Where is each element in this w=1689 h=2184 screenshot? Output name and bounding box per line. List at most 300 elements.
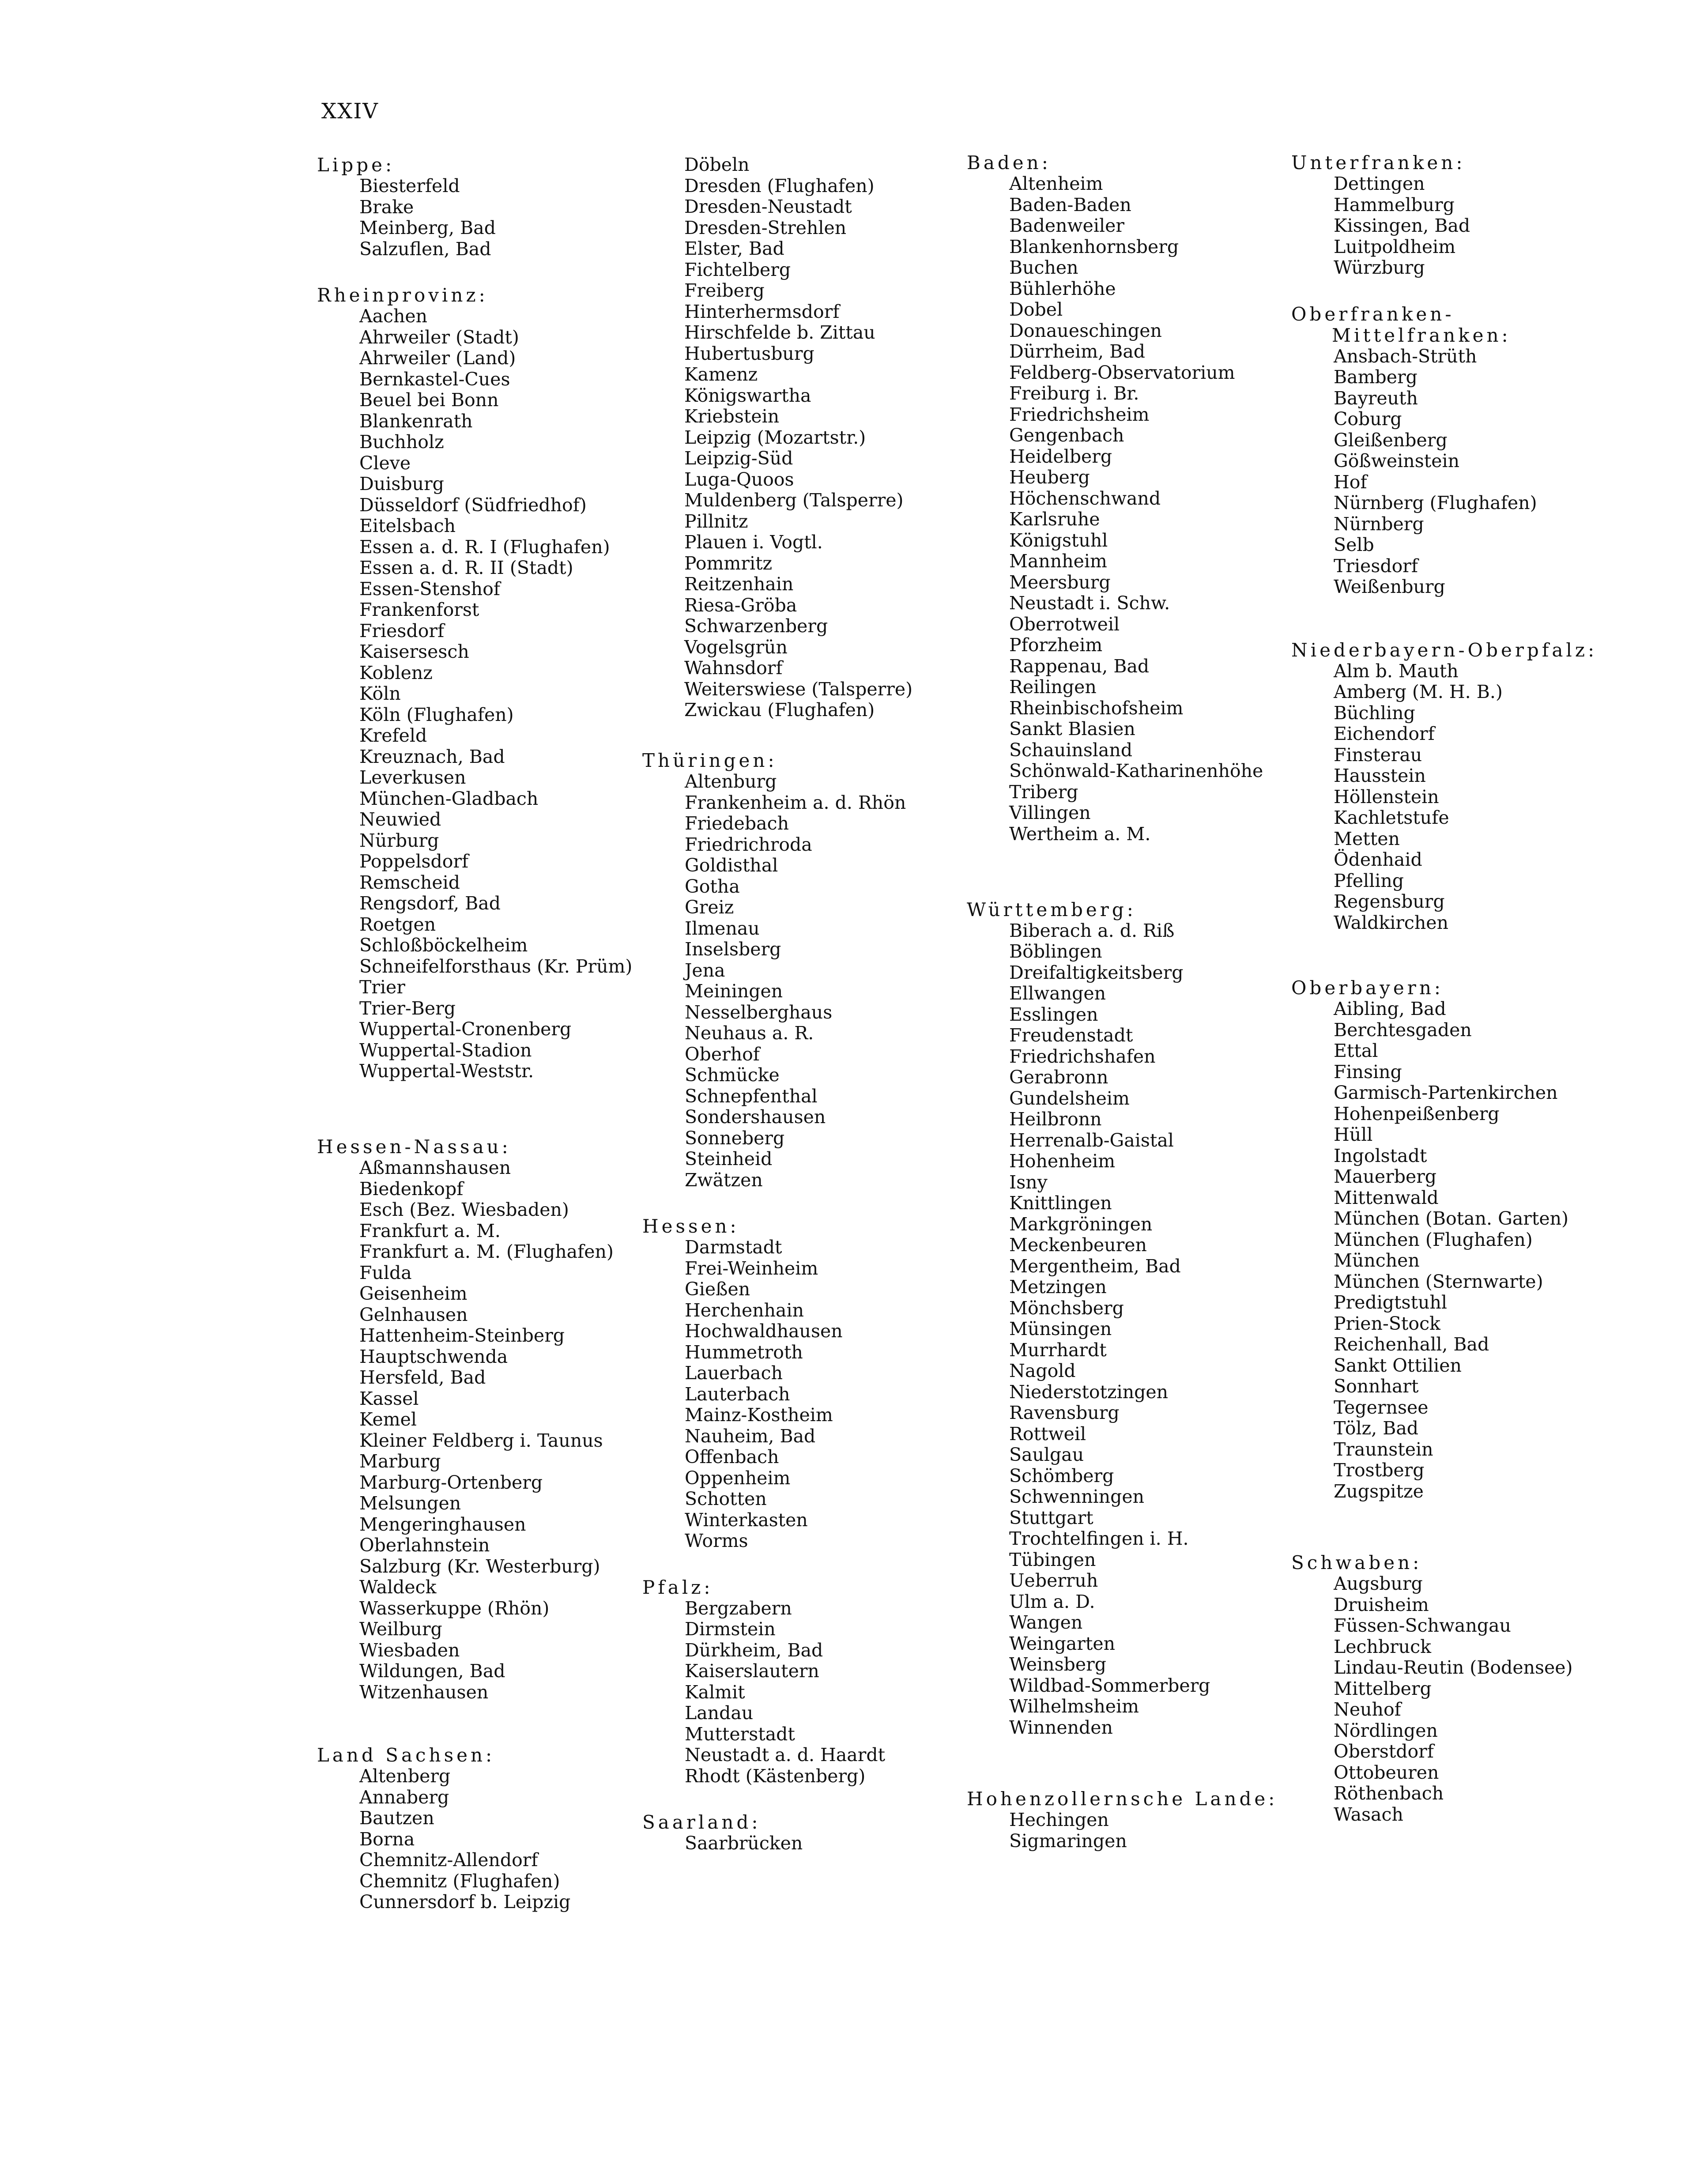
station-entry: Weilburg (359, 1618, 442, 1640)
station-entry: Schauinsland (1009, 739, 1133, 761)
station-entry: Freudenstadt (1009, 1025, 1133, 1046)
station-entry: Dreifaltigkeitsberg (1009, 962, 1184, 983)
station-entry: Schwarzenberg (684, 615, 828, 637)
station-entry: Nürnberg (1334, 513, 1424, 535)
station-entry: Hinterhermsdorf (684, 301, 840, 322)
station-entry: Bamberg (1334, 366, 1418, 388)
station-entry: Friedebach (685, 813, 789, 834)
station-entry: Worms (685, 1530, 748, 1551)
station-entry: Zugspitze (1334, 1480, 1424, 1502)
region-heading-line: Rheinprovinz: (317, 284, 488, 306)
station-entry: Karlsruhe (1009, 509, 1100, 530)
region-heading (1291, 640, 1689, 661)
station-entry: Annaberg (359, 1786, 449, 1808)
station-entry: Wangen (1009, 1612, 1083, 1633)
station-entry: Dobel (1009, 299, 1063, 321)
station-entry: Weinsberg (1009, 1654, 1106, 1675)
station-entry: Tübingen (1009, 1549, 1096, 1570)
station-entry: Biesterfeld (359, 175, 460, 196)
station-entry: Meersburg (1009, 571, 1111, 593)
station-entry: Heuberg (1009, 467, 1090, 488)
station-entry: Chemnitz (Flughafen) (359, 1870, 560, 1892)
station-entry: Eitelsbach (359, 515, 456, 536)
station-entry: Nagold (1009, 1360, 1076, 1382)
station-entry: Hummetroth (685, 1341, 803, 1363)
station-entry: Zwätzen (685, 1169, 763, 1191)
station-entry: Aachen (359, 306, 428, 327)
station-entry: Leipzig (Mozartstr.) (684, 426, 866, 448)
station-entry: Lauerbach (685, 1362, 783, 1384)
station-entry: Mittelberg (1334, 1678, 1432, 1699)
station-entry: Kaisersesch (359, 641, 469, 662)
station-entry: Biberach a. d. Riß (1009, 920, 1175, 941)
station-entry: Oberlahnstein (359, 1535, 490, 1556)
station-entry: Kemel (359, 1409, 417, 1430)
station-entry: Mergentheim, Bad (1009, 1255, 1181, 1277)
station-entry: Bühlerhöhe (1009, 278, 1116, 299)
region-heading (1291, 977, 1689, 999)
station-entry: Aibling, Bad (1334, 998, 1446, 1019)
station-entry: Freiberg (684, 280, 765, 301)
station-entry: Plauen i. Vogtl. (684, 532, 823, 553)
region-heading (1291, 304, 1689, 346)
station-entry: Heilbronn (1009, 1109, 1102, 1130)
station-entry: Feldberg-Observatorium (1009, 362, 1235, 383)
station-entry: Cleve (359, 452, 411, 474)
station-entry: Leipzig-Süd (684, 448, 793, 469)
station-entry: Beuel bei Bonn (359, 389, 499, 411)
station-entry: Nördlingen (1334, 1720, 1438, 1741)
station-entry: Mittenwald (1334, 1187, 1439, 1208)
station-entry: Greiz (685, 897, 734, 918)
station-entry: Hattenheim-Steinberg (359, 1325, 565, 1346)
station-entry: Donaueschingen (1009, 320, 1162, 341)
station-entry: Röthenbach (1334, 1783, 1444, 1804)
region-heading-line: Unterfranken: (1291, 152, 1466, 174)
station-entry: Frankfurt a. M. (359, 1220, 501, 1241)
station-entry: Essen a. d. R. I (Flughafen) (359, 536, 610, 558)
station-entry: Druisheim (1334, 1594, 1429, 1615)
station-entry: Schmücke (685, 1064, 780, 1086)
station-entry: Reilingen (1009, 676, 1097, 698)
station-entry: Wilhelmsheim (1009, 1696, 1139, 1717)
station-entry: Oppenheim (685, 1467, 791, 1489)
station-entry: Roetgen (359, 913, 436, 935)
station-entry: Mengeringhausen (359, 1513, 526, 1535)
station-entry: Wuppertal-Stadion (359, 1039, 532, 1061)
station-entry: Reichenhall, Bad (1334, 1334, 1489, 1355)
station-entry: Mauerberg (1334, 1166, 1437, 1187)
station-entry: Luga-Quoos (684, 468, 794, 490)
station-entry: Ingolstadt (1334, 1145, 1427, 1166)
station-entry: Reitzenhain (684, 573, 794, 595)
station-entry: Remscheid (359, 871, 460, 893)
station-entry: Nürnberg (Flughafen) (1334, 492, 1537, 514)
station-entry: Hausstein (1334, 765, 1426, 787)
station-entry: Gengenbach (1009, 425, 1124, 446)
station-entry: Eichendorf (1334, 723, 1435, 745)
station-entry: Wasserkuppe (Rhön) (359, 1597, 550, 1619)
station-entry: München (Sternwarte) (1334, 1271, 1543, 1292)
station-entry: Leverkusen (359, 767, 466, 788)
station-entry: Gotha (685, 875, 740, 897)
station-entry: Buchholz (359, 431, 444, 453)
station-entry: Biedenkopf (359, 1178, 464, 1200)
station-entry: Mannheim (1009, 551, 1107, 572)
station-entry: Münsingen (1009, 1318, 1112, 1340)
station-entry: Bernkastel-Cues (359, 368, 510, 390)
station-entry: München (Botan. Garten) (1334, 1208, 1568, 1229)
station-entry: Füssen-Schwangau (1334, 1615, 1511, 1636)
station-entry: Amberg (M. H. B.) (1334, 681, 1503, 703)
station-entry: Elster, Bad (684, 238, 784, 259)
station-entry: Wiesbaden (359, 1639, 460, 1661)
region-heading (1291, 152, 1689, 174)
station-entry: Tegernsee (1334, 1396, 1429, 1418)
station-entry: Selb (1334, 534, 1374, 556)
station-entry: Ettal (1334, 1040, 1378, 1061)
station-entry: Friesdorf (359, 620, 445, 641)
station-entry: Salzburg (Kr. Westerburg) (359, 1555, 600, 1577)
station-entry: Cunnersdorf b. Leipzig (359, 1891, 571, 1912)
station-entry: Hohenpeißenberg (1334, 1103, 1500, 1124)
station-entry: Dresden-Neustadt (684, 196, 852, 217)
station-entry: Rhodt (Kästenberg) (685, 1765, 866, 1787)
station-entry: Friedrichshafen (1009, 1045, 1156, 1067)
station-entry: Döbeln (684, 154, 750, 175)
station-entry: Landau (685, 1702, 754, 1724)
station-entry: Chemnitz-Allendorf (359, 1849, 538, 1871)
station-entry: Neuwied (359, 809, 441, 830)
station-entry: Vogelsgrün (684, 636, 788, 658)
region-section (1291, 977, 1689, 1502)
station-entry: Gleißenberg (1334, 429, 1448, 451)
station-entry: Ansbach-Strüth (1334, 345, 1477, 367)
station-entry: Frankenheim a. d. Rhön (685, 792, 906, 813)
station-entry: Metten (1334, 828, 1400, 849)
station-entry: Gelnhausen (359, 1304, 468, 1325)
station-entry: Böblingen (1009, 941, 1102, 962)
station-entry: Ottobeuren (1334, 1762, 1439, 1783)
station-entry: Borna (359, 1828, 415, 1850)
station-entry: Niederstotzingen (1009, 1381, 1169, 1403)
station-entry: Wertheim a. M. (1009, 823, 1151, 845)
station-entry: Brake (359, 196, 414, 218)
station-entry: Garmisch-Partenkirchen (1334, 1082, 1558, 1103)
station-entry: Augsburg (1334, 1573, 1423, 1594)
station-entry: Weiterswiese (Talsperre) (684, 678, 913, 700)
station-entry: Kreuznach, Bad (359, 746, 505, 767)
station-entry: Wuppertal-Weststr. (359, 1060, 534, 1082)
station-entry: Goldisthal (685, 855, 778, 876)
station-entry: Bautzen (359, 1807, 434, 1829)
station-entry: Dresden-Strehlen (684, 217, 847, 238)
station-entry: Triesdorf (1334, 555, 1418, 577)
station-entry: Traunstein (1334, 1438, 1433, 1460)
station-entry: Marburg (359, 1451, 441, 1472)
station-entry: Schönwald-Katharinenhöhe (1009, 760, 1263, 782)
region-section (1291, 640, 1689, 934)
station-entry: Friedrichroda (685, 834, 812, 855)
region-heading-line: Oberfranken- (1291, 303, 1455, 325)
station-entry: Mönchsberg (1009, 1297, 1124, 1319)
station-entry: Neuhaus a. R. (685, 1022, 814, 1044)
station-entry: Rappenau, Bad (1009, 655, 1150, 677)
station-entry: Kriebstein (684, 406, 780, 427)
station-entry: Schneifelforsthaus (Kr. Prüm) (359, 955, 633, 977)
station-entry: Esslingen (1009, 1003, 1098, 1025)
station-entry: Sonnhart (1334, 1376, 1419, 1397)
station-entry: Oberstdorf (1334, 1741, 1434, 1762)
region-heading-line: Land Sachsen: (317, 1744, 495, 1766)
station-entry: Nürburg (359, 830, 439, 851)
station-entry: Herchenhain (685, 1299, 804, 1321)
region-heading-line: Lippe: (317, 154, 395, 176)
station-entry: Isny (1009, 1171, 1048, 1193)
station-entry: Ahrweiler (Land) (359, 347, 516, 369)
station-entry: Schnepfenthal (685, 1085, 818, 1107)
region-heading-line: Schwaben: (1291, 1552, 1422, 1573)
station-entry: Lindau-Reutin (Bodensee) (1334, 1657, 1573, 1678)
station-entry: Mutterstadt (685, 1723, 795, 1745)
station-entry: Waldeck (359, 1577, 437, 1598)
station-list (1291, 346, 1689, 598)
station-entry: Ravensburg (1009, 1402, 1120, 1424)
region-heading-line: Thüringen: (642, 750, 777, 771)
station-entry: Kleiner Feldberg i. Taunus (359, 1430, 603, 1451)
station-entry: Triberg (1009, 781, 1078, 803)
station-entry: Schloßböckelheim (359, 935, 528, 956)
station-entry: Meinberg, Bad (359, 217, 496, 238)
station-list (1291, 174, 1689, 279)
station-entry: Friedrichsheim (1009, 404, 1150, 425)
region-heading-line: Niederbayern-Oberpfalz: (1291, 639, 1598, 661)
station-entry: Steinheid (685, 1148, 773, 1169)
station-entry: Weingarten (1009, 1633, 1116, 1654)
station-entry: Blankenrath (359, 410, 473, 432)
station-entry: Weißenburg (1334, 576, 1445, 598)
page-number: XXIV (321, 99, 379, 124)
station-entry: Dürrheim, Bad (1009, 341, 1146, 362)
region-heading-line: Mittelfranken: (1332, 324, 1511, 346)
station-entry: Pforzheim (1009, 634, 1103, 656)
station-entry: Coburg (1334, 408, 1402, 430)
station-entry: Stuttgart (1009, 1507, 1093, 1528)
station-entry: Rheinbischofsheim (1009, 697, 1184, 719)
station-entry: Gößweinstein (1334, 450, 1459, 472)
station-entry: Frankenforst (359, 599, 479, 620)
station-entry: Wuppertal-Cronenberg (359, 1018, 572, 1040)
station-entry: München (Flughafen) (1334, 1229, 1533, 1250)
station-entry: Kaiserslautern (685, 1660, 819, 1682)
region-section (1291, 152, 1689, 279)
station-entry: Nesselberghaus (685, 1001, 833, 1023)
station-entry: Essen a. d. R. II (Stadt) (359, 557, 573, 578)
station-entry: Winterkasten (685, 1509, 808, 1531)
station-entry: Fulda (359, 1262, 412, 1283)
region-section (1291, 1552, 1689, 1825)
station-entry: Altenburg (685, 771, 777, 792)
station-entry: Herrenalb-Gaistal (1009, 1129, 1174, 1151)
station-entry: Ödenhaid (1334, 849, 1422, 871)
station-entry: Höllenstein (1334, 786, 1439, 807)
station-entry: Hauptschwenda (359, 1346, 508, 1367)
station-entry: Königstuhl (1009, 529, 1108, 551)
station-entry: München (1334, 1250, 1420, 1271)
station-entry: Regensburg (1334, 891, 1445, 913)
station-entry: Koblenz (359, 662, 433, 683)
station-entry: Baden-Baden (1009, 194, 1131, 215)
station-entry: München-Gladbach (359, 788, 539, 809)
region-heading-line: Pfalz: (642, 1576, 713, 1598)
station-entry: Saulgau (1009, 1444, 1084, 1466)
station-entry: Dresden (Flughafen) (684, 175, 875, 196)
station-entry: Gerabronn (1009, 1067, 1108, 1088)
station-entry: Duisburg (359, 473, 444, 494)
station-entry: Neustadt i. Schw. (1009, 592, 1170, 614)
station-entry: Pommritz (684, 552, 773, 574)
station-entry: Dirmstein (685, 1618, 776, 1640)
station-entry: Jena (685, 959, 725, 981)
station-entry: Nauheim, Bad (685, 1425, 816, 1447)
station-entry: Düsseldorf (Südfriedhof) (359, 494, 587, 516)
station-entry: Dürkheim, Bad (685, 1639, 823, 1661)
station-entry: Hechingen (1009, 1809, 1109, 1831)
station-entry: Heidelberg (1009, 445, 1112, 467)
station-entry: Krefeld (359, 725, 427, 746)
station-entry: Sankt Ottilien (1334, 1354, 1462, 1376)
station-entry: Hersfeld, Bad (359, 1367, 486, 1388)
region-section (1291, 304, 1689, 598)
station-entry: Höchenschwand (1009, 487, 1161, 509)
station-list (1291, 999, 1689, 1502)
station-entry: Königswartha (684, 385, 811, 406)
station-entry: Tölz, Bad (1334, 1418, 1419, 1439)
station-entry: Badenweiler (1009, 215, 1124, 237)
station-entry: Sondershausen (685, 1106, 826, 1128)
station-entry: Waldkirchen (1334, 912, 1448, 933)
station-entry: Gundelsheim (1009, 1087, 1130, 1109)
station-entry: Finsing (1334, 1061, 1402, 1083)
station-entry: Pfelling (1334, 870, 1404, 891)
station-entry: Rottweil (1009, 1423, 1086, 1445)
station-entry: Neustadt a. d. Haardt (685, 1744, 886, 1765)
station-entry: Melsungen (359, 1493, 461, 1514)
station-entry: Kamenz (684, 364, 758, 385)
station-entry: Predigtstuhl (1334, 1292, 1447, 1313)
station-entry: Kachletstufe (1334, 807, 1449, 829)
station-entry: Trochtelfingen i. H. (1009, 1528, 1189, 1550)
station-entry: Meiningen (685, 981, 783, 1002)
station-entry: Witzenhausen (359, 1681, 489, 1703)
station-entry: Gießen (685, 1279, 750, 1300)
station-entry: Schotten (685, 1488, 767, 1509)
station-entry: Poppelsdorf (359, 851, 469, 872)
station-entry: Geisenheim (359, 1283, 467, 1304)
station-entry: Hohenheim (1009, 1150, 1116, 1172)
station-entry: Altenberg (359, 1765, 451, 1787)
station-entry: Murrhardt (1009, 1339, 1107, 1361)
station-entry: Metzingen (1009, 1276, 1107, 1298)
station-entry: Berchtesgaden (1334, 1019, 1472, 1041)
station-entry: Schwenningen (1009, 1486, 1145, 1508)
station-entry: Wasach (1334, 1803, 1403, 1825)
station-entry: Ulm a. D. (1009, 1591, 1095, 1612)
station-entry: Sigmaringen (1009, 1830, 1127, 1852)
column-4 (1291, 152, 1689, 1825)
region-heading (1291, 1552, 1689, 1573)
region-heading-line: Württemberg: (967, 898, 1136, 920)
station-entry: Buchen (1009, 257, 1078, 279)
station-entry: Prien-Stock (1334, 1313, 1440, 1334)
station-entry: Kalmit (685, 1681, 745, 1703)
station-entry: Büchling (1334, 702, 1415, 724)
station-entry: Ilmenau (685, 917, 760, 939)
station-entry: Ellwangen (1009, 983, 1106, 1004)
station-entry: Bergzabern (685, 1597, 792, 1619)
station-entry: Schömberg (1009, 1465, 1114, 1486)
station-entry: Trier-Berg (359, 997, 456, 1019)
station-entry: Hammelburg (1334, 194, 1455, 215)
region-heading-line: Baden: (967, 152, 1051, 174)
station-entry: Zwickau (Flughafen) (684, 699, 875, 720)
station-entry: Luitpoldheim (1334, 236, 1456, 257)
station-entry: Hof (1334, 471, 1367, 493)
station-entry: Pillnitz (684, 510, 748, 532)
station-entry: Kissingen, Bad (1334, 215, 1470, 237)
station-entry: Wildungen, Bad (359, 1660, 505, 1682)
station-entry: Saarbrücken (685, 1833, 803, 1854)
station-entry: Ahrweiler (Stadt) (359, 326, 519, 348)
station-entry: Blankenhornsberg (1009, 236, 1179, 257)
station-entry: Lechbruck (1334, 1636, 1431, 1657)
station-entry: Fichtelberg (684, 259, 791, 280)
station-entry: Altenheim (1009, 173, 1103, 195)
station-entry: Frankfurt a. M. (Flughafen) (359, 1241, 614, 1262)
station-entry: Winnenden (1009, 1716, 1113, 1738)
station-entry: Meckenbeuren (1009, 1234, 1147, 1256)
station-entry: Hüll (1334, 1124, 1373, 1145)
station-entry: Neuhof (1334, 1699, 1401, 1720)
station-entry: Muldenberg (Talsperre) (684, 490, 904, 511)
region-heading-line: Hessen-Nassau: (317, 1136, 511, 1158)
station-entry: Offenbach (685, 1446, 779, 1467)
station-entry: Knittlingen (1009, 1192, 1112, 1214)
station-entry: Darmstadt (685, 1237, 782, 1258)
station-entry: Trostberg (1334, 1460, 1425, 1481)
station-entry: Oberhof (685, 1043, 760, 1065)
station-entry: Kassel (359, 1388, 419, 1409)
station-list (1291, 661, 1689, 934)
station-entry: Ueberruh (1009, 1570, 1098, 1592)
station-entry: Würzburg (1334, 257, 1425, 279)
station-entry: Lauterbach (685, 1383, 790, 1405)
station-entry: Marburg-Ortenberg (359, 1471, 543, 1493)
station-entry: Hirschfelde b. Zittau (684, 322, 875, 343)
station-entry: Essen-Stenshof (359, 578, 501, 600)
station-entry: Frei-Weinheim (685, 1257, 818, 1279)
station-entry: Finsterau (1334, 744, 1422, 766)
station-entry: Mainz-Kostheim (685, 1404, 833, 1426)
station-entry: Oberrotweil (1009, 613, 1120, 635)
station-entry: Villingen (1009, 802, 1091, 824)
station-entry: Esch (Bez. Wiesbaden) (359, 1199, 569, 1220)
station-entry: Hubertusburg (684, 343, 814, 364)
station-entry: Bayreuth (1334, 387, 1418, 409)
station-entry: Köln (359, 683, 401, 704)
station-entry: Sankt Blasien (1009, 718, 1135, 740)
station-entry: Wahnsdorf (684, 657, 783, 679)
